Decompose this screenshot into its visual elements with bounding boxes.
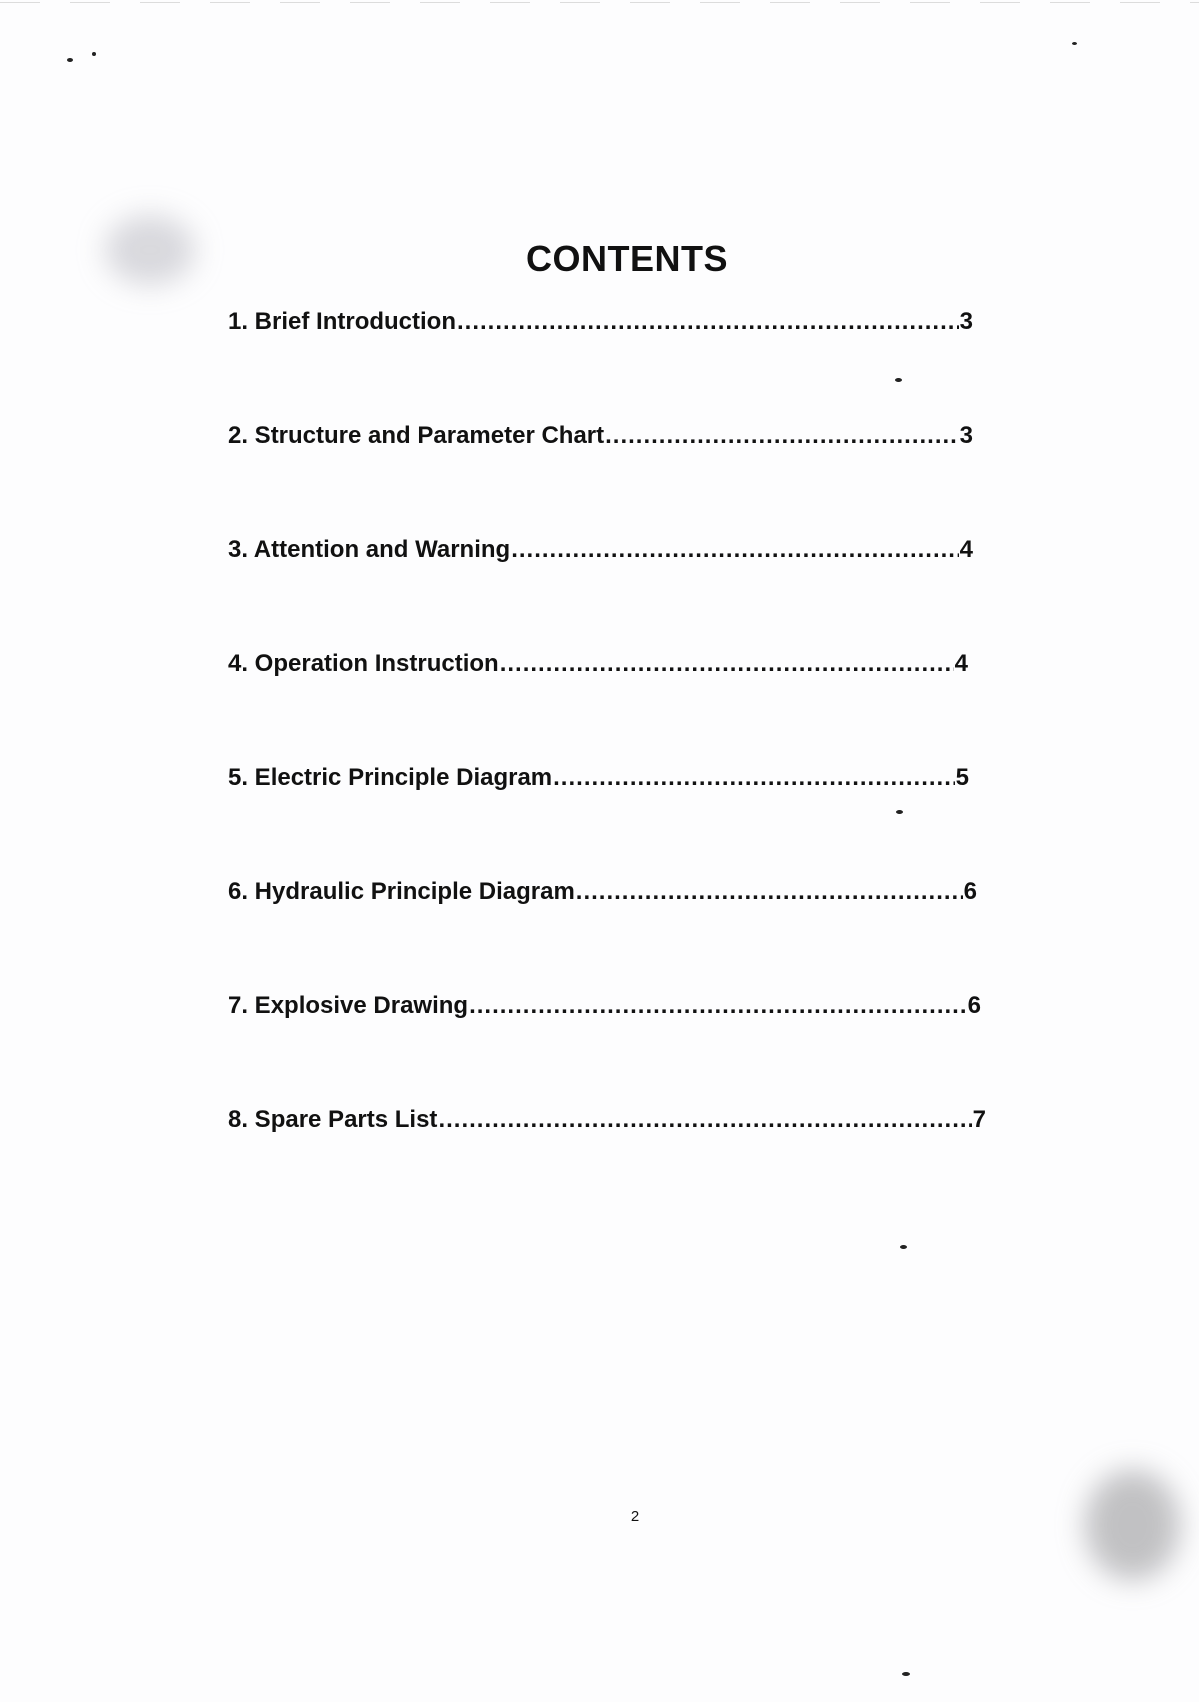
scan-speck xyxy=(1072,42,1077,45)
toc-entry-page: 4 xyxy=(959,536,973,563)
toc-entry-explosive-drawing xyxy=(228,992,981,1026)
toc-entry-page: 5 xyxy=(955,764,969,791)
scan-edge-line xyxy=(0,2,1199,3)
toc-entry-hydraulic-principle-diagram xyxy=(228,878,977,912)
dot-leader xyxy=(469,992,967,1020)
toc-entry-page: 3 xyxy=(959,308,973,335)
scan-speck xyxy=(900,1245,907,1249)
dot-leader xyxy=(438,1106,971,1134)
scan-speck xyxy=(92,52,96,56)
scan-speck xyxy=(67,58,73,62)
toc-entry-label: 1. Brief Introduction xyxy=(228,308,456,335)
dot-leader xyxy=(605,422,959,450)
dot-leader xyxy=(457,308,959,336)
page-title: CONTENTS xyxy=(526,238,728,279)
scan-speck xyxy=(902,1672,910,1676)
toc-entry-label: 7. Explosive Drawing xyxy=(228,992,469,1019)
toc-entry-label: 4. Operation Instruction xyxy=(228,650,499,677)
dot-leader xyxy=(576,878,963,906)
toc-entry-attention-and-warning xyxy=(228,536,973,570)
toc-entry-page: 6 xyxy=(967,992,981,1019)
toc-entry-label: 8. Spare Parts List xyxy=(228,1106,438,1133)
scan-smudge xyxy=(1085,1470,1180,1580)
scan-speck xyxy=(896,810,903,814)
toc-entry-electric-principle-diagram xyxy=(228,764,969,798)
toc-entry-label: 5. Electric Principle Diagram xyxy=(228,764,553,791)
toc-entry-label: 2. Structure and Parameter Chart xyxy=(228,422,605,449)
dot-leader xyxy=(511,536,958,564)
toc-entry-label: 6. Hydraulic Principle Diagram xyxy=(228,878,575,905)
page-number: 2 xyxy=(630,1508,640,1525)
toc-entry-page: 6 xyxy=(963,878,977,905)
toc-entry-page: 4 xyxy=(954,650,968,677)
toc-entry-brief-introduction xyxy=(228,308,973,342)
scan-speck xyxy=(895,378,902,382)
toc-entry-label: 3. Attention and Warning xyxy=(228,536,511,563)
dot-leader xyxy=(553,764,955,792)
toc-entry-spare-parts-list xyxy=(228,1106,986,1140)
toc-entry-page: 3 xyxy=(959,422,973,449)
dot-leader xyxy=(500,650,954,678)
toc-entry-structure-and-parameter-chart xyxy=(228,422,973,456)
toc-entry-operation-instruction xyxy=(228,650,968,684)
toc-entry-page: 7 xyxy=(972,1106,986,1133)
